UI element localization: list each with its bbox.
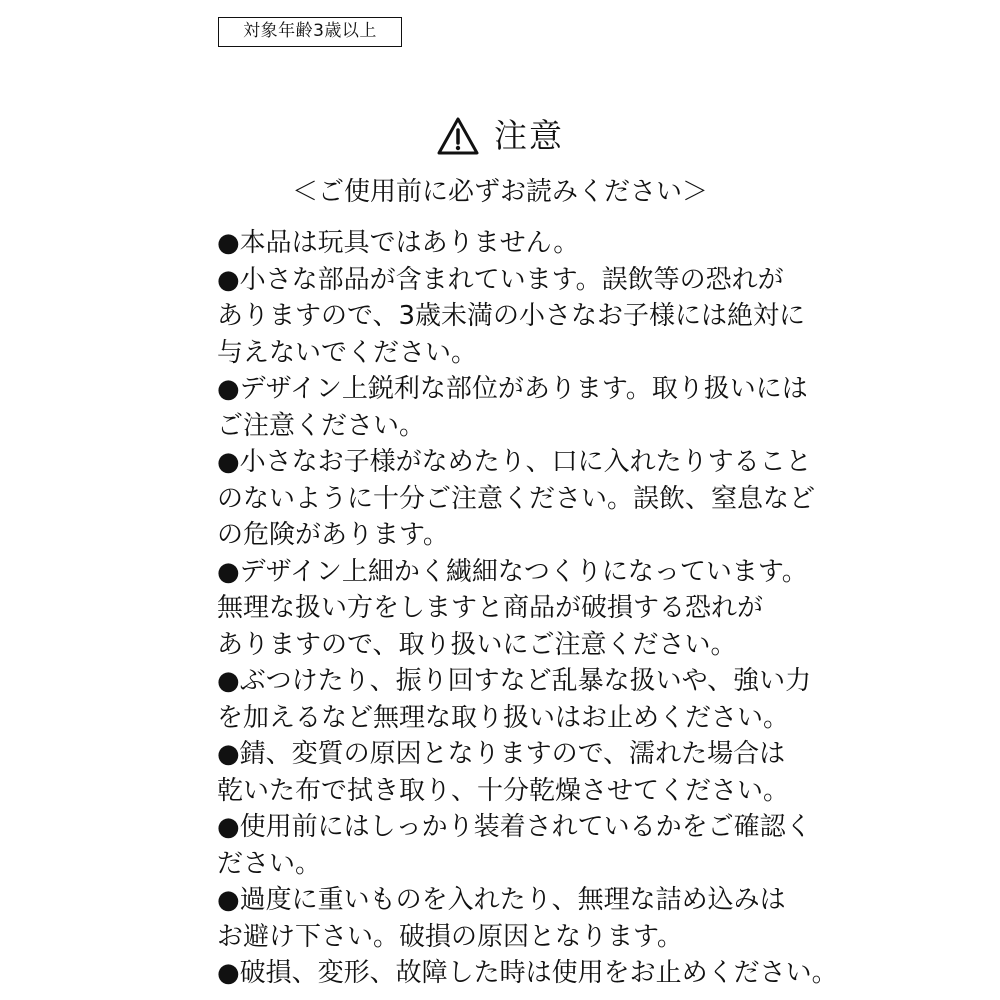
note-line: ●過度に重いものを入れたり、無理な詰め込みは [217, 885, 786, 915]
note-line: ださい。 [217, 848, 322, 879]
note-line: の危険があります。 [217, 520, 449, 550]
read-before-use-subheading: ＜ご使用前に必ずお読みください＞ [291, 177, 708, 207]
note-line: ありますので、3歳未満の小さなお子様には絶対に [217, 301, 806, 331]
note-line: ●デザイン上細かく繊細なつくりになっています。 [217, 556, 808, 587]
note-line: ●デザイン上鋭利な部位があります。取り扱いには [217, 374, 808, 404]
note-line: ●ぶつけたり、振り回すなど乱暴な扱いや、強い力 [217, 666, 812, 696]
note-line: ●本品は玩具ではありません。 [217, 228, 580, 258]
age-rating-badge: 対象年齢3歳以上 [218, 17, 402, 47]
note-line: 乾いた布で拭き取り、十分乾燥させてください。 [217, 775, 790, 806]
note-line: ●破損、変形、故障した時は使用をお止めください。 [217, 958, 838, 988]
note-line: ありますので、取り扱いにご注意ください。 [217, 629, 737, 660]
note-line: のないように十分ご注意ください。誤飲、窒息など [217, 483, 816, 514]
caution-notes-list [217, 225, 838, 992]
note-line: ご注意ください。 [217, 410, 426, 441]
note-line: ●小さな部品が含まれています。誤飲等の恐れが [217, 264, 784, 295]
note-line: 無理な扱い方をしますと商品が破損する恐れが [217, 593, 764, 623]
note-line: お避け下さい。破損の原因となります。 [217, 921, 683, 952]
caution-title: 注意 [494, 116, 564, 155]
note-line: を加えるなど無理な取り扱いはお止めください。 [217, 702, 790, 733]
note-line: 与えないでください。 [217, 337, 478, 368]
note-line: ●錆、変質の原因となりますので、濡れた場合は [217, 739, 786, 769]
caution-heading [0, 113, 1000, 159]
note-line: ●小さなお子様がなめたり、口に入れたりすること [217, 447, 812, 477]
note-line: ●使用前にはしっかり装着されているかをご確認く [217, 812, 812, 842]
warning-triangle-icon [436, 116, 480, 156]
